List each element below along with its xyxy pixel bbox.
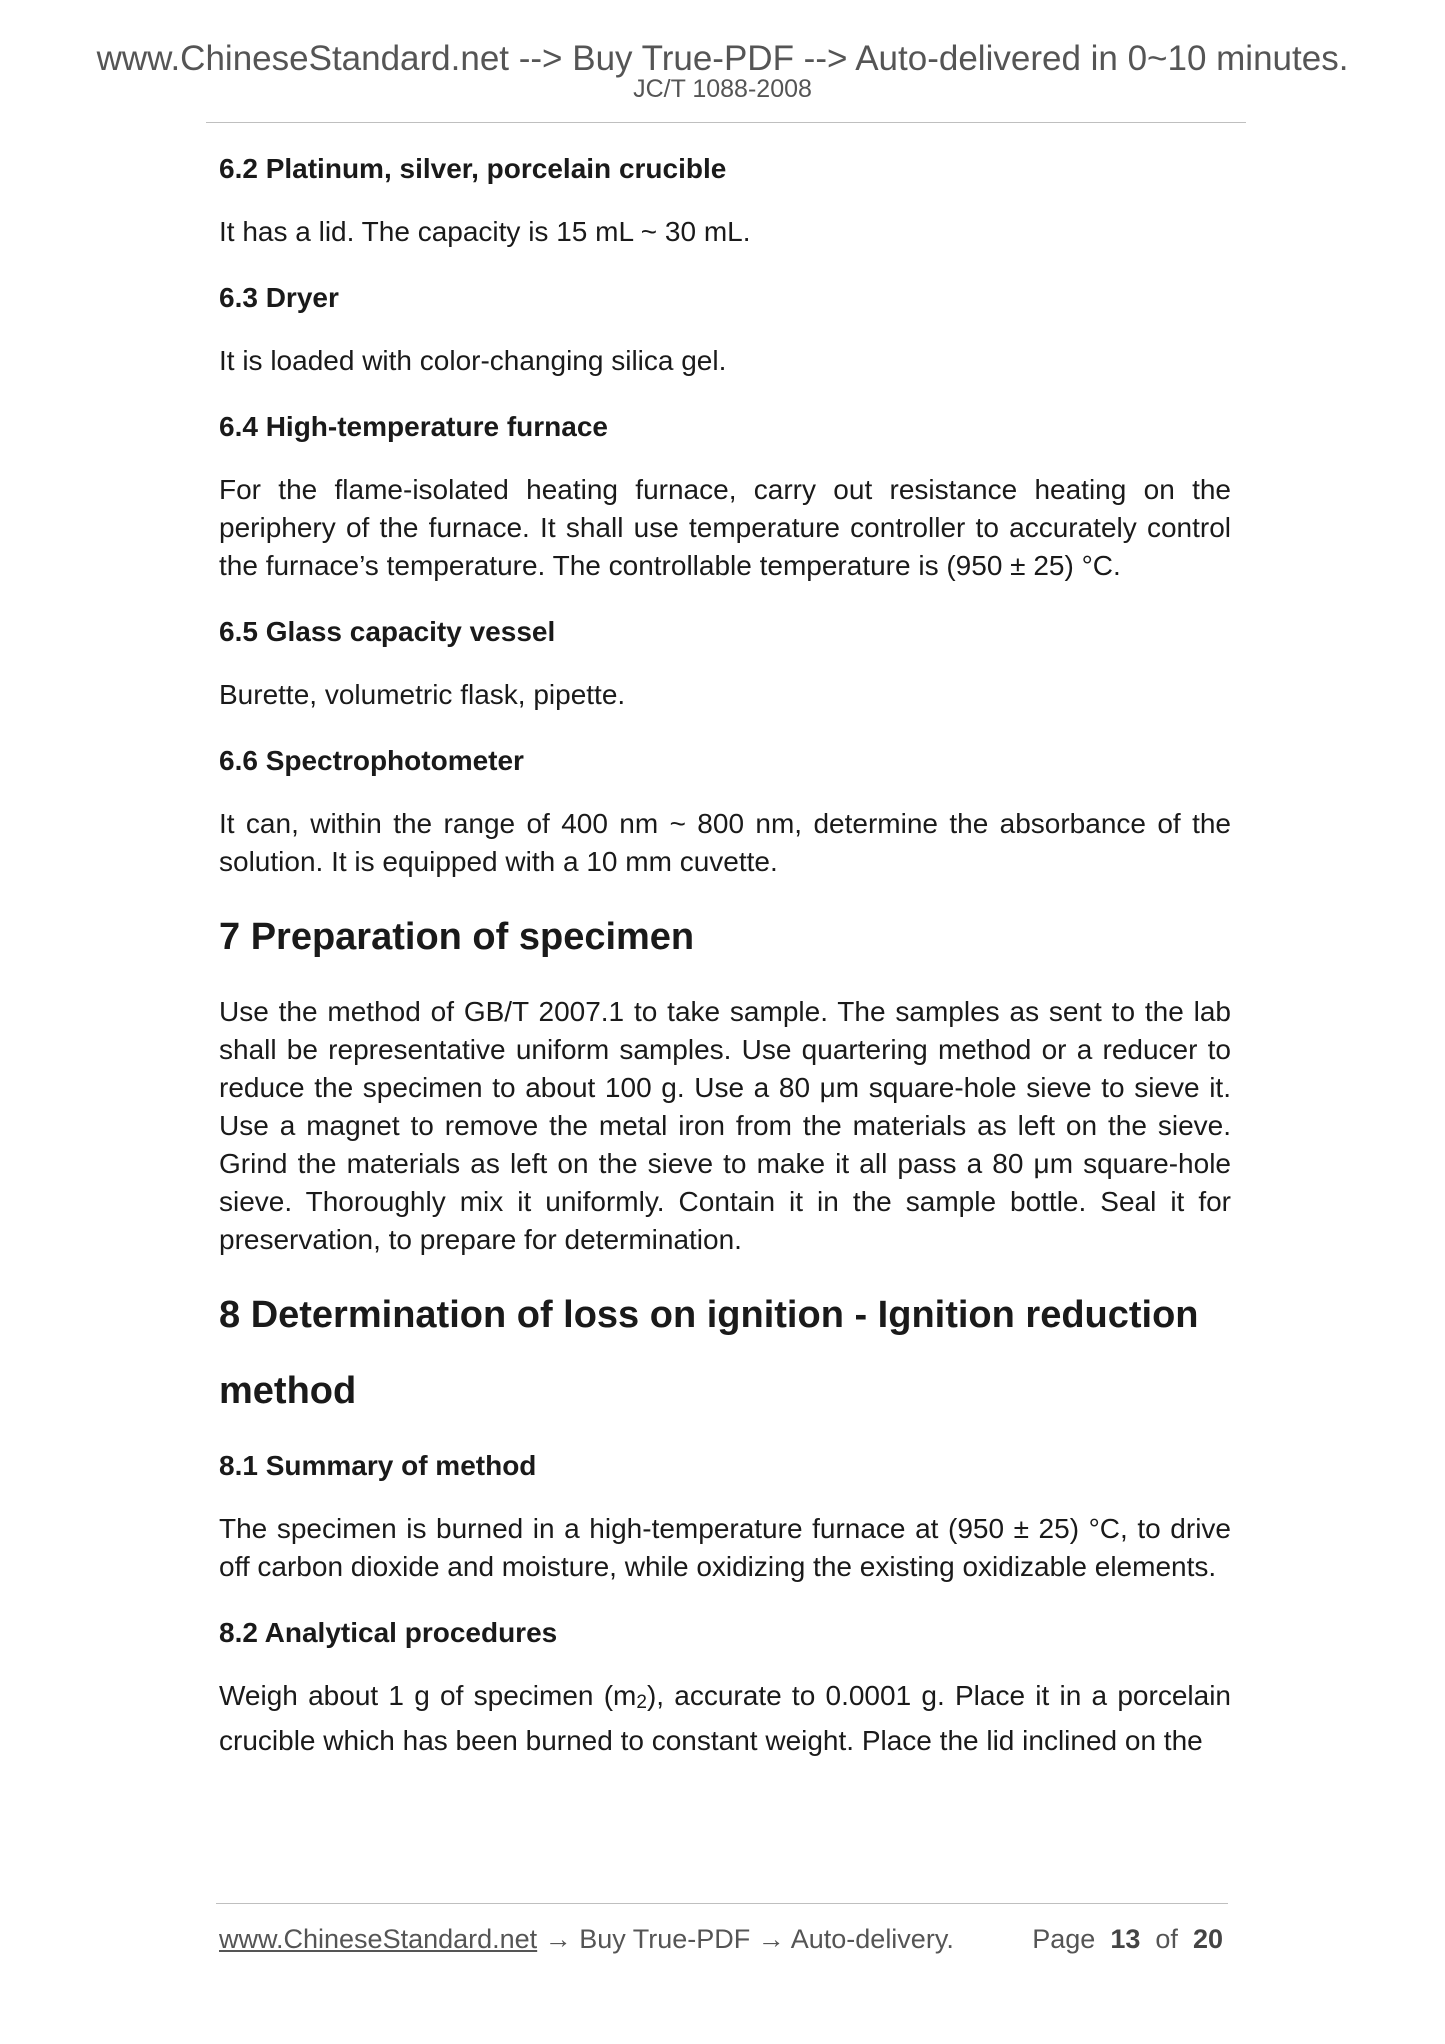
paragraph-7: Use the method of GB/T 2007.1 to take sample. The samples as sent to the lab shall be representative uniform samples. Use quartering method or a reducer to reduce the specimen to about 100 g. Use a 80 μm square-hole sieve to sieve it. Use a magnet to remove the metal iron from the materials as left on the sieve. Grind the materials as left on the sieve to make it all pass a 80 μm square-hole sieve. Thoroughly mix it uniformly. Contain it in the sample bottle. Seal it for preservation, to prepare for determination. xyxy=(219,996,1231,1255)
paragraph-8-2 xyxy=(219,1677,1231,1760)
top-banner: www.ChineseStandard.net --> Buy True-PDF --> Auto-delivered in 0~10 minutes. xyxy=(96,39,1349,78)
footer-site-link[interactable]: www.ChineseStandard.net xyxy=(219,1924,538,1954)
footer-left xyxy=(219,1922,954,1956)
total-pages: 20 xyxy=(1192,1924,1223,1954)
of-word: of xyxy=(1155,1924,1178,1954)
heading-6-4: 6.4 High-temperature furnace xyxy=(219,411,608,442)
header-divider xyxy=(206,122,1246,123)
heading-8-2: 8.2 Analytical procedures xyxy=(219,1617,558,1648)
document-code: JC/T 1088-2008 xyxy=(633,75,812,103)
heading-8-1: 8.1 Summary of method xyxy=(219,1450,537,1481)
page-body xyxy=(219,150,1231,1760)
paragraph-6-4: For the flame-isolated heating furnace, carry out resistance heating on the periphery of the furnace. It shall use temperature controller to accurately control the furnace’s temperature. The controllable temperature is (950 ± 25) °C. xyxy=(219,474,1231,581)
footer-divider xyxy=(216,1903,1228,1904)
heading-6-2: 6.2 Platinum, silver, porcelain crucible xyxy=(219,153,727,184)
heading-6-3: 6.3 Dryer xyxy=(219,282,339,313)
page-number: 13 xyxy=(1110,1924,1141,1954)
page-word: Page xyxy=(1032,1924,1096,1954)
heading-6-5: 6.5 Glass capacity vessel xyxy=(219,616,556,647)
paragraph-6-3: It is loaded with color-changing silica gel. xyxy=(219,345,727,376)
footer-tagline: → Buy True-PDF → Auto-delivery. xyxy=(537,1924,954,1954)
paragraph-6-2: It has a lid. The capacity is 15 mL ~ 30 mL. xyxy=(219,216,751,247)
paragraph-6-6: It can, within the range of 400 nm ~ 800 nm, determine the absorbance of the solution. It is equipped with a 10 mm cuvette. xyxy=(219,808,1231,877)
heading-7: 7 Preparation of specimen xyxy=(219,916,695,958)
paragraph-8-2-start: Weigh about 1 g of specimen (m xyxy=(219,1680,637,1711)
paragraph-8-1: The specimen is burned in a high-temperature furnace at (950 ± 25) °C, to drive off carbon dioxide and moisture, while oxidizing the existing oxidizable elements. xyxy=(219,1513,1231,1582)
subscript-2: 2 xyxy=(636,1692,647,1713)
page-indicator xyxy=(1032,1922,1223,1956)
paragraph-6-5: Burette, volumetric flask, pipette. xyxy=(219,679,626,710)
heading-8: 8 Determination of loss on ignition - Ignition reduction method xyxy=(219,1294,1199,1412)
paragraph-8-2-end: ), accurate to 0.0001 g. Place it in a porcelain crucible which has been burned to constant weight. Place the lid inclined on the xyxy=(219,1680,1231,1756)
heading-6-6: 6.6 Spectrophotometer xyxy=(219,745,524,776)
